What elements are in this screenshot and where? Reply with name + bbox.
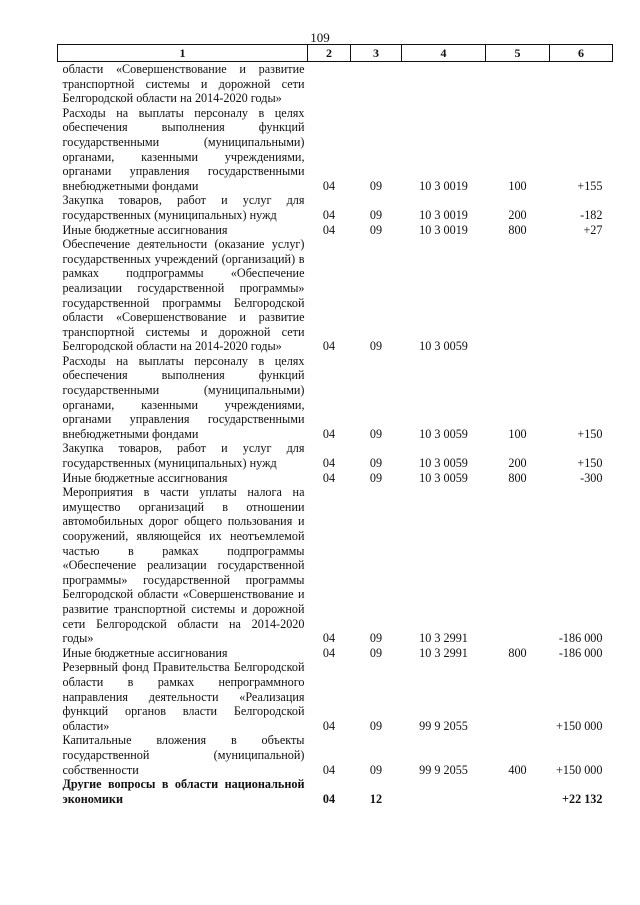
subsection-code: 09	[369, 470, 383, 485]
amount-change: +150 000	[556, 718, 603, 733]
row-description: Закупка товаров, работ и услуг для государственных (муниципальных) нужд	[62, 193, 305, 222]
expense-type-code	[486, 777, 550, 806]
section-code: 04	[322, 645, 336, 660]
table-row	[58, 646, 613, 661]
table-row	[58, 62, 613, 106]
amount-change: -182	[580, 207, 603, 222]
target-article-code: 10 3 0059	[419, 426, 468, 441]
expense-type-code	[486, 660, 550, 733]
section-code: 04	[322, 762, 336, 777]
table-row	[58, 441, 613, 470]
table-row	[58, 485, 613, 646]
section-code	[308, 62, 351, 106]
subsection-code: 09	[369, 645, 383, 660]
subsection-code	[351, 62, 402, 106]
expense-type-code: 800	[508, 470, 527, 485]
subsection-code: 09	[369, 178, 383, 193]
table-row	[58, 733, 613, 777]
row-description: области «Совершенствование и развитие транспортной системы и дорожной сети Белгородской области на 2014-2020 годы»	[62, 62, 305, 106]
table-header-row	[58, 45, 613, 62]
expense-type-code: 200	[508, 456, 527, 471]
column-header-5: 5	[486, 45, 550, 62]
subsection-code: 09	[369, 631, 383, 646]
amount-change: +150	[577, 456, 603, 471]
section-code: 04	[322, 456, 336, 471]
row-description: Расходы на выплаты персоналу в целях обеспечения выполнения функций государственными (муниципальными) органами, казенными учреждениями, органами управления государственными внебюджетными фондами	[62, 353, 305, 441]
section-code: 04	[322, 718, 336, 733]
expense-type-code	[486, 485, 550, 646]
amount-change: -186 000	[558, 645, 603, 660]
row-description: Иные бюджетные ассигнования	[62, 645, 228, 660]
amount-change: +150 000	[556, 762, 603, 777]
subsection-code: 09	[369, 207, 383, 222]
target-article-code: 10 3 0019	[419, 222, 468, 237]
column-header-6: 6	[550, 45, 613, 62]
target-article-code: 10 3 0019	[419, 207, 468, 222]
table-row	[58, 223, 613, 238]
row-description: Мероприятия в части уплаты налога на имущество организаций в отношении автомобильных дорог общего пользования и сооружений, являющейся их неотъемлемой частью в рамках подпрограммы «Обеспечение реализации государственной программы» государственной программы Белгородской области «Совершенствование и развитие транспортной системы и дорожной сети Белгородской области на 2014-2020 годы»	[62, 485, 305, 646]
row-description: Расходы на выплаты персоналу в целях обеспечения выполнения функций государственными (муниципальными) органами, казенными учреждениями, органами управления государственными внебюджетными фондами	[62, 105, 305, 193]
table-row	[58, 106, 613, 194]
target-article-code: 10 3 0019	[419, 178, 468, 193]
subsection-code: 09	[369, 426, 383, 441]
row-description: Обеспечение деятельности (оказание услуг) государственных учреждений (организаций) в рамках подпрограммы «Обеспечение реализации государственной программы» государственной программы Белгородской области «Совершенствование и развитие транспортной системы и дорожной сети Белгородской области на 2014-2020 годы»	[62, 237, 305, 354]
amount-change	[550, 62, 613, 106]
expense-type-code	[486, 62, 550, 106]
section-code: 04	[322, 339, 336, 354]
expense-type-code: 200	[508, 207, 527, 222]
amount-change: +150	[577, 426, 603, 441]
row-description: Иные бюджетные ассигнования	[62, 470, 228, 485]
row-description: Капитальные вложения в объекты государственной (муниципальной) собственности	[62, 733, 305, 777]
section-code: 04	[322, 207, 336, 222]
row-description: Резервный фонд Правительства Белгородской области в рамках непрограммного направления деятельности «Реализация функций органов власти Белгородской области»	[62, 660, 305, 733]
subsection-code: 09	[369, 339, 383, 354]
table-row	[58, 354, 613, 442]
subsection-code: 09	[369, 222, 383, 237]
table-row	[58, 660, 613, 733]
row-description: Другие вопросы в области национальной экономики	[62, 777, 305, 806]
table-row	[58, 237, 613, 354]
target-article-code	[402, 62, 486, 106]
section-code: 04	[322, 178, 336, 193]
budget-table	[57, 44, 613, 806]
amount-change: +27	[583, 222, 603, 237]
column-header-3: 3	[351, 45, 402, 62]
target-article-code: 10 3 2991	[419, 631, 468, 646]
subsection-code: 09	[369, 762, 383, 777]
column-header-2: 2	[308, 45, 351, 62]
table-row	[58, 471, 613, 486]
target-article-code: 99 9 2055	[419, 718, 468, 733]
amount-change: +22 132	[562, 791, 603, 806]
expense-type-code: 800	[508, 222, 527, 237]
table-row	[58, 193, 613, 222]
amount-change: +155	[577, 178, 603, 193]
subsection-code: 09	[369, 718, 383, 733]
section-code: 04	[322, 631, 336, 646]
section-code: 04	[322, 791, 336, 806]
expense-type-code: 400	[508, 762, 527, 777]
row-description: Закупка товаров, работ и услуг для государственных (муниципальных) нужд	[62, 441, 305, 471]
target-article-code	[402, 777, 486, 806]
column-header-4: 4	[402, 45, 486, 62]
target-article-code: 10 3 0059	[419, 456, 468, 471]
table-row	[58, 777, 613, 806]
row-description: Иные бюджетные ассигнования	[62, 222, 228, 237]
section-code: 04	[322, 222, 336, 237]
section-code: 04	[322, 470, 336, 485]
expense-type-code: 100	[508, 178, 527, 193]
expense-type-code: 100	[508, 426, 527, 441]
amount-change: -300	[580, 470, 603, 485]
section-code: 04	[322, 426, 336, 441]
expense-type-code: 800	[508, 645, 527, 660]
subsection-code: 12	[369, 791, 383, 806]
amount-change	[550, 237, 613, 354]
page-number: 109	[310, 30, 330, 45]
expense-type-code	[486, 237, 550, 354]
target-article-code: 99 9 2055	[419, 762, 468, 777]
column-header-1: 1	[58, 45, 308, 62]
amount-change: -186 000	[558, 631, 603, 646]
subsection-code: 09	[369, 456, 383, 471]
target-article-code: 10 3 0059	[419, 339, 468, 354]
target-article-code: 10 3 2991	[419, 645, 468, 660]
target-article-code: 10 3 0059	[419, 470, 468, 485]
